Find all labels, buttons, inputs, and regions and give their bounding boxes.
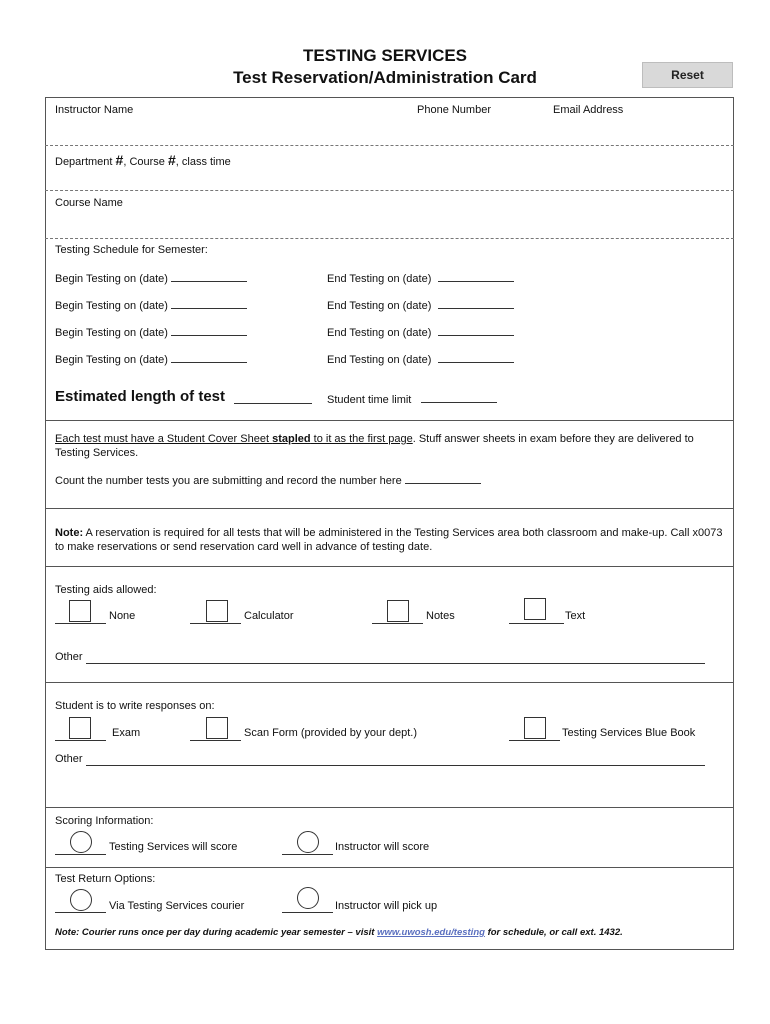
score-ts-label: Testing Services will score bbox=[109, 841, 238, 853]
resp-exam-underline bbox=[55, 740, 106, 741]
begin-testing-label: Begin Testing on (date) bbox=[55, 354, 168, 366]
responses-other-blank[interactable] bbox=[86, 765, 705, 766]
aid-none-label: None bbox=[109, 610, 136, 622]
cover-sheet-rest: . Stuff answer sheets in exam before they are delivered to Testing Services. bbox=[55, 433, 694, 459]
stapled-emphasis: stapled bbox=[272, 433, 311, 445]
aid-text-checkbox[interactable] bbox=[524, 598, 546, 620]
aids-other-label: Other bbox=[55, 651, 83, 663]
count-tests-row bbox=[55, 473, 481, 487]
phone-number-label: Phone Number bbox=[417, 104, 491, 116]
estimated-length-label: Estimated length of test bbox=[55, 388, 226, 405]
resp-scan-underline bbox=[190, 740, 241, 741]
department-label: Department bbox=[55, 156, 116, 168]
begin-testing-label: Begin Testing on (date) bbox=[55, 327, 168, 339]
hash-symbol: # bbox=[167, 152, 176, 168]
count-tests-blank[interactable] bbox=[405, 473, 481, 484]
hash-symbol: # bbox=[115, 152, 124, 168]
return-courier-radio[interactable] bbox=[70, 889, 92, 911]
testing-website-link[interactable]: www.uwosh.edu/testing bbox=[377, 927, 485, 938]
divider bbox=[45, 566, 734, 567]
count-tests-label: Count the number tests you are submitting and record the number here bbox=[55, 475, 402, 487]
scoring-heading: Scoring Information: bbox=[55, 815, 154, 827]
aid-notes-underline bbox=[372, 623, 423, 624]
note-label: Note: bbox=[55, 527, 84, 539]
end-date-blank[interactable] bbox=[438, 271, 514, 282]
estimated-length-blank[interactable] bbox=[234, 403, 312, 404]
resp-bluebook-checkbox[interactable] bbox=[524, 717, 546, 739]
end-date-blank[interactable] bbox=[438, 352, 514, 363]
class-time-label: , class time bbox=[175, 156, 231, 168]
return-heading: Test Return Options: bbox=[55, 873, 156, 885]
courier-note bbox=[55, 927, 623, 938]
aid-text-label: Text bbox=[565, 610, 586, 622]
aid-notes-label: Notes bbox=[426, 610, 455, 622]
begin-date-blank[interactable] bbox=[171, 298, 247, 309]
resp-bluebook-label: Testing Services Blue Book bbox=[562, 727, 696, 739]
begin-testing-row-2 bbox=[55, 298, 247, 312]
student-time-limit-label bbox=[327, 392, 497, 406]
title-testing-services: TESTING SERVICES bbox=[302, 46, 468, 65]
return-pickup-radio[interactable] bbox=[297, 887, 319, 909]
return-pickup-label: Instructor will pick up bbox=[335, 900, 438, 912]
score-instructor-radio[interactable] bbox=[297, 831, 319, 853]
begin-date-blank[interactable] bbox=[171, 352, 247, 363]
divider bbox=[45, 190, 734, 191]
divider bbox=[45, 682, 734, 683]
end-date-blank[interactable] bbox=[438, 298, 514, 309]
end-testing-row-4 bbox=[327, 352, 514, 366]
aids-other-blank[interactable] bbox=[86, 663, 705, 664]
courier-note-prefix: Note: Courier runs once per day during academic year semester – visit bbox=[55, 927, 378, 938]
begin-testing-row-3 bbox=[55, 325, 247, 339]
student-time-limit-text: Student time limit bbox=[327, 394, 412, 406]
begin-testing-row-4 bbox=[55, 352, 247, 366]
responses-heading: Student is to write responses on: bbox=[55, 700, 215, 712]
divider bbox=[45, 238, 734, 239]
score-instructor-label: Instructor will score bbox=[335, 841, 430, 853]
reset-button[interactable]: Reset bbox=[642, 62, 733, 88]
title-reservation-card: Test Reservation/Administration Card bbox=[233, 68, 537, 87]
score-ts-underline bbox=[55, 854, 106, 855]
resp-exam-label: Exam bbox=[112, 727, 141, 739]
end-testing-row-2 bbox=[327, 298, 514, 312]
department-course-label bbox=[55, 152, 231, 168]
resp-scan-label: Scan Form (provided by your dept.) bbox=[244, 727, 418, 739]
divider bbox=[45, 420, 734, 421]
score-instructor-underline bbox=[282, 854, 333, 855]
courier-note-suffix: for schedule, or call ext. 1432. bbox=[484, 927, 623, 938]
course-name-label: Course Name bbox=[55, 197, 123, 209]
aid-calculator-checkbox[interactable] bbox=[206, 600, 228, 622]
cover-sheet-underlined-c: to it as the first page bbox=[310, 433, 413, 445]
schedule-heading: Testing Schedule for Semester: bbox=[55, 244, 208, 256]
divider bbox=[45, 145, 734, 146]
resp-scan-checkbox[interactable] bbox=[206, 717, 228, 739]
reservation-note bbox=[55, 526, 725, 554]
return-courier-label: Via Testing Services courier bbox=[109, 900, 245, 912]
return-courier-underline bbox=[55, 912, 106, 913]
end-testing-label: End Testing on (date) bbox=[327, 354, 432, 366]
cover-sheet-instructions bbox=[55, 432, 725, 460]
begin-testing-label: Begin Testing on (date) bbox=[55, 273, 168, 285]
score-ts-radio[interactable] bbox=[70, 831, 92, 853]
responses-other-label: Other bbox=[55, 753, 83, 765]
begin-testing-label: Begin Testing on (date) bbox=[55, 300, 168, 312]
resp-bluebook-underline bbox=[509, 740, 560, 741]
testing-aids-heading: Testing aids allowed: bbox=[55, 584, 157, 596]
instructor-name-label: Instructor Name bbox=[55, 104, 134, 116]
aid-calculator-underline bbox=[190, 623, 241, 624]
return-pickup-underline bbox=[282, 912, 333, 913]
divider bbox=[45, 867, 734, 868]
email-address-label: Email Address bbox=[553, 104, 624, 116]
end-testing-label: End Testing on (date) bbox=[327, 273, 432, 285]
time-limit-blank[interactable] bbox=[421, 392, 497, 403]
divider bbox=[45, 508, 734, 509]
begin-testing-row-1 bbox=[55, 271, 247, 285]
begin-date-blank[interactable] bbox=[171, 271, 247, 282]
end-testing-label: End Testing on (date) bbox=[327, 300, 432, 312]
course-label: , Course bbox=[123, 156, 168, 168]
end-date-blank[interactable] bbox=[438, 325, 514, 336]
aid-notes-checkbox[interactable] bbox=[387, 600, 409, 622]
note-text: A reservation is required for all tests that will be administered in the Testing Services area both classroom and make-up. Call x0073 to make reservations or send reservation card well in advance of testing date. bbox=[55, 527, 723, 553]
aid-none-checkbox[interactable] bbox=[69, 600, 91, 622]
end-testing-row-1 bbox=[327, 271, 514, 285]
aid-text-underline bbox=[509, 623, 564, 624]
cover-sheet-underlined-a: Each test must have a Student Cover Sheet bbox=[55, 433, 273, 445]
end-testing-row-3 bbox=[327, 325, 514, 339]
divider bbox=[45, 807, 734, 808]
begin-date-blank[interactable] bbox=[171, 325, 247, 336]
resp-exam-checkbox[interactable] bbox=[69, 717, 91, 739]
aid-calculator-label: Calculator bbox=[244, 610, 294, 622]
aid-none-underline bbox=[55, 623, 106, 624]
end-testing-label: End Testing on (date) bbox=[327, 327, 432, 339]
